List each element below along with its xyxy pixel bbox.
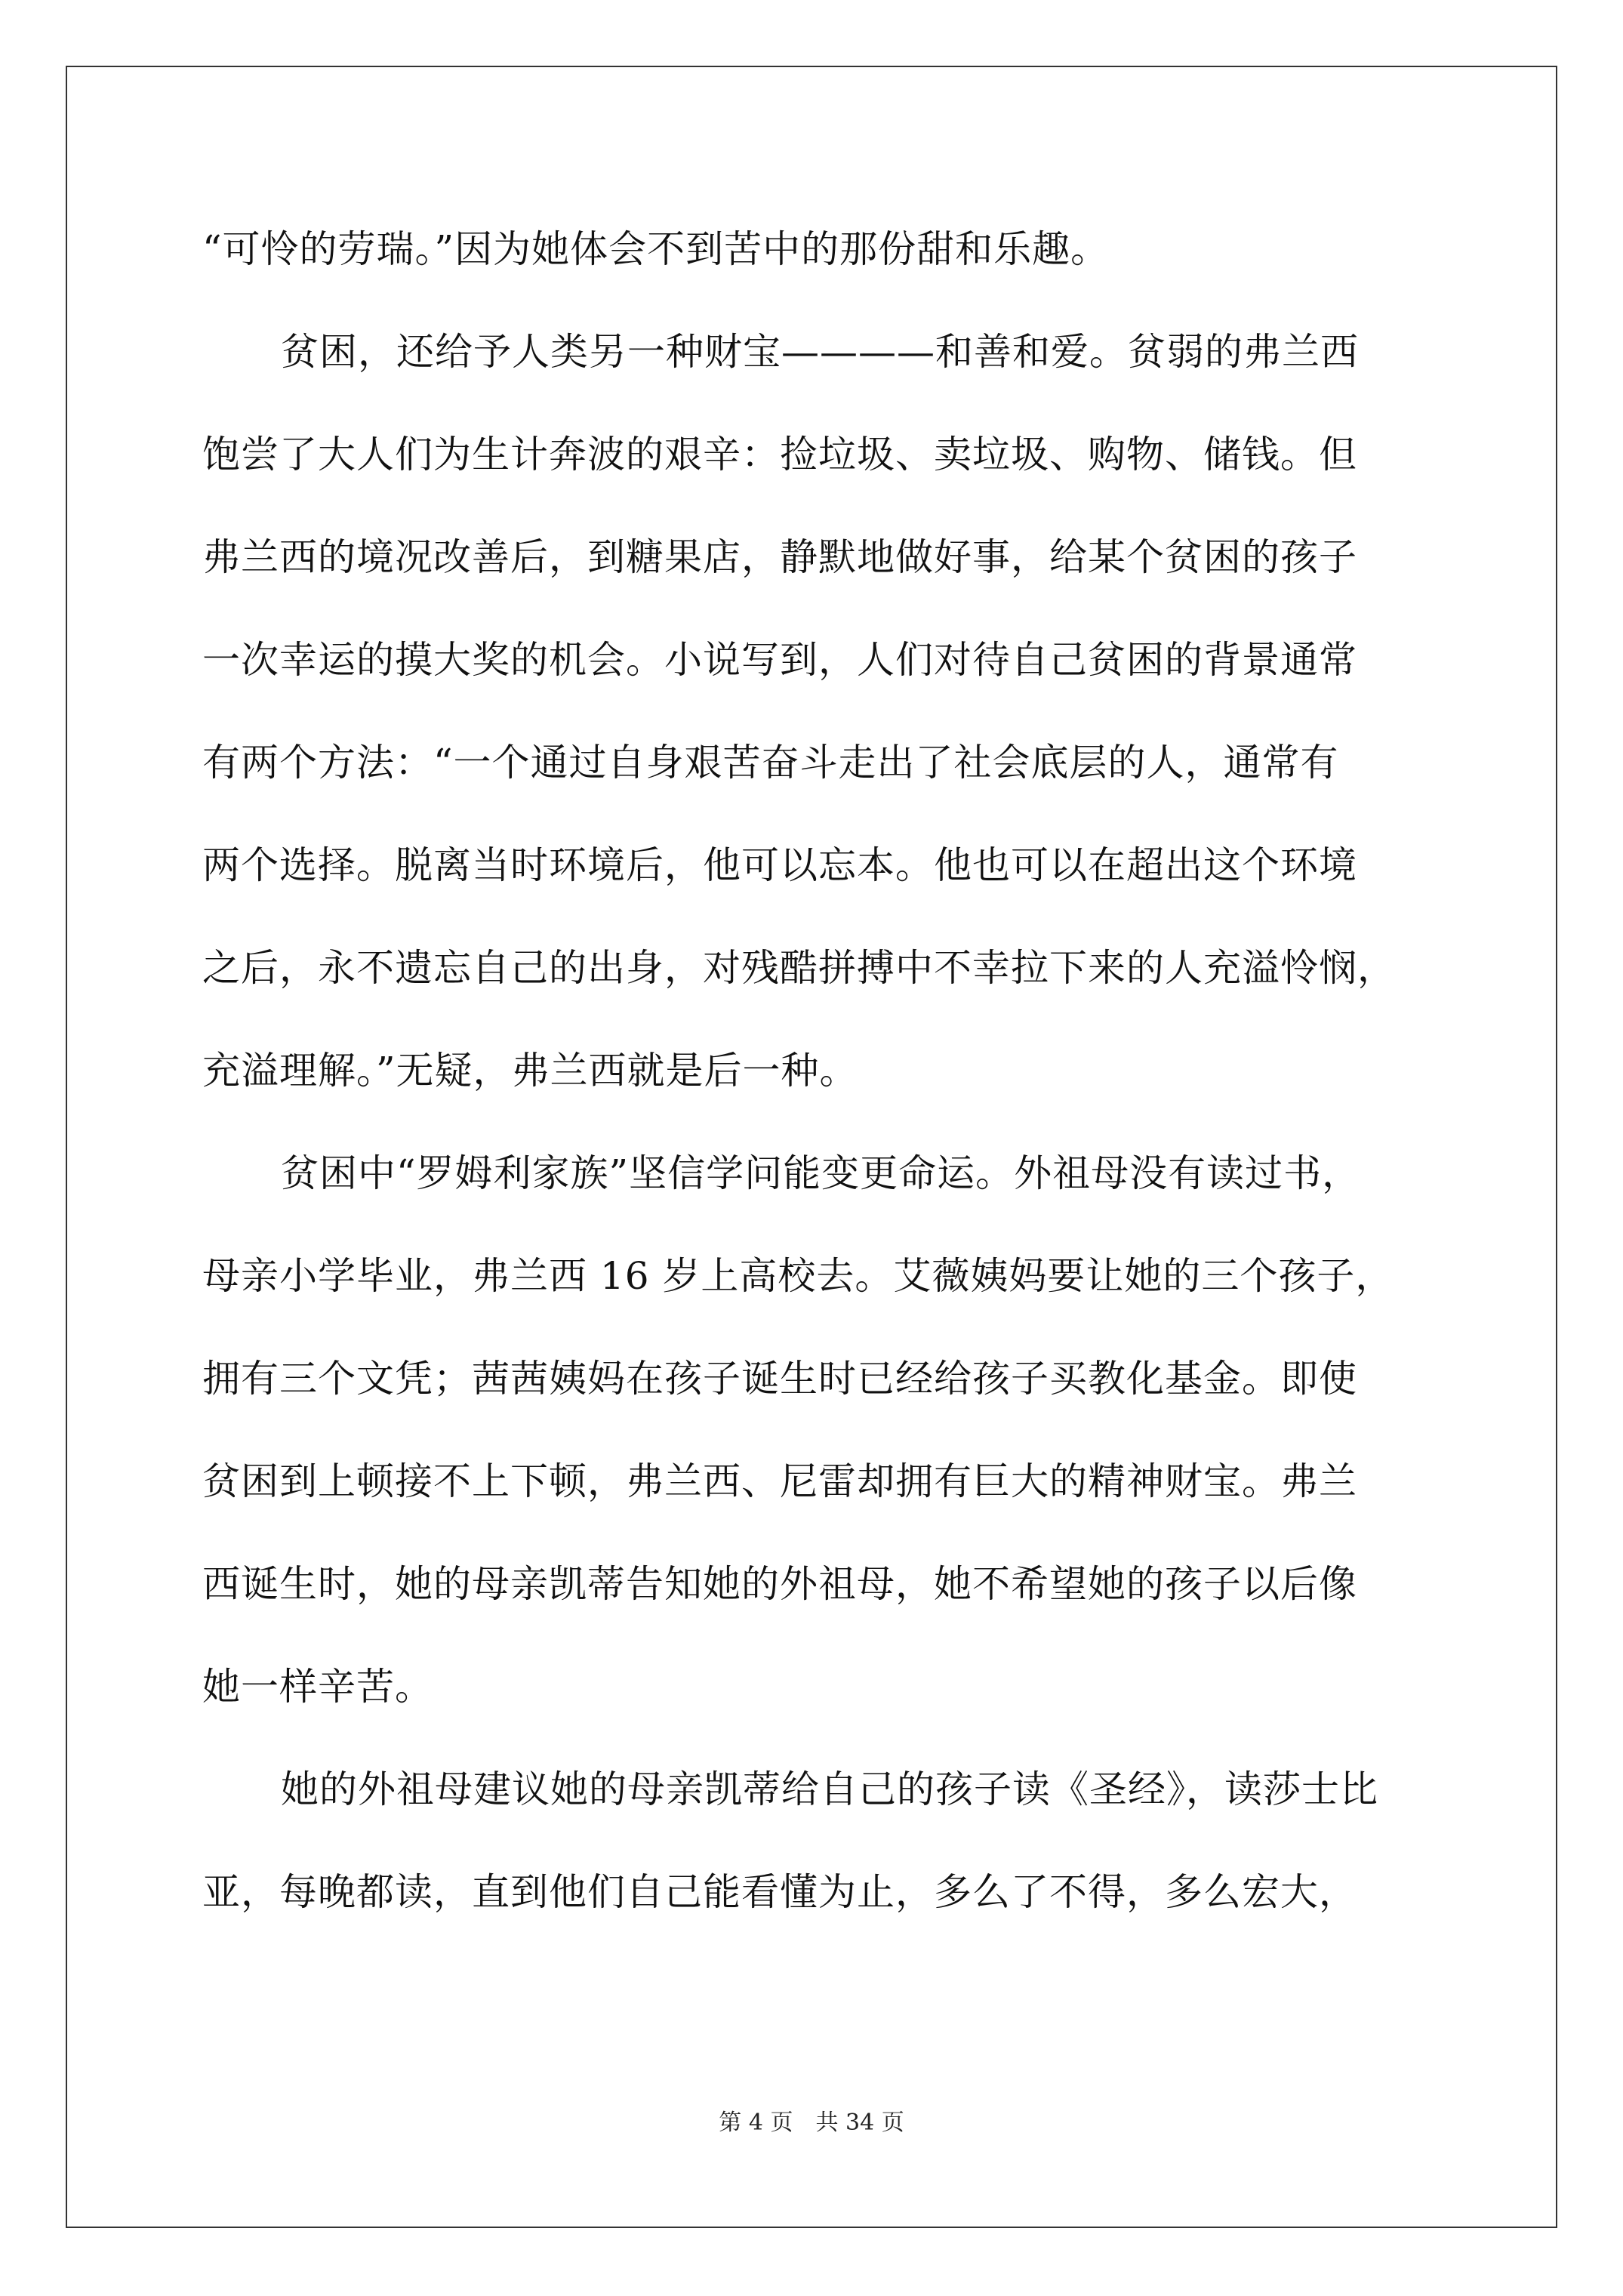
text-line: 充溢理解。”无疑，弗兰西就是后一种。 [202, 1049, 858, 1093]
text-line: 贫困中“罗姆利家族”坚信学问能变更命运。外祖母没有读过书， [281, 1151, 1361, 1195]
text-line: 弗兰西的境况改善后，到糖果店，静默地做好事，给某个贫困的孩子 [202, 535, 1357, 579]
text-line: 一次幸运的摸大奖的机会。小说写到，人们对待自己贫困的背景通常 [202, 638, 1357, 682]
text-line: 她一样辛苦。 [202, 1665, 433, 1709]
text-line: 之后，永不遗忘自己的出身，对残酷拼搏中不幸拉下来的人充溢怜悯， [202, 946, 1396, 990]
text-line: 拥有三个文凭；茜茜姨妈在孩子诞生时已经给孩子买教化基金。即使 [202, 1357, 1357, 1401]
text-line: 饱尝了大人们为生计奔波的艰辛：捡垃圾、卖垃圾、购物、储钱。但 [202, 433, 1357, 476]
text-line: 亚，每晚都读，直到他们自己能看懂为止，多么了不得，多么宏大， [202, 1870, 1357, 1914]
text-line: 有两个方法：“一个通过自身艰苦奋斗走出了社会底层的人，通常有 [202, 741, 1339, 784]
text-line: 两个选择。脱离当时环境后，他可以忘本。他也可以在超出这个环境 [202, 843, 1357, 887]
page-number-footer: 第 4 页 共 34 页 [719, 2110, 904, 2136]
text-line: 西诞生时，她的母亲凯蒂告知她的外祖母，她不希望她的孩子以后像 [202, 1562, 1357, 1606]
document-body [202, 198, 1440, 1943]
text-line: 贫困，还给予人类另一种财宝————和善和爱。贫弱的弗兰西 [281, 330, 1359, 374]
text-line: 她的外祖母建议她的母亲凯蒂给自己的孩子读《圣经》，读莎士比 [281, 1767, 1378, 1811]
text-line: “可怜的劳瑞。”因为她体会不到苦中的那份甜和乐趣。 [202, 227, 1110, 271]
text-line: 母亲小学毕业，弗兰西 16 岁上高校去。艾薇姨妈要让她的三个孩子， [202, 1254, 1394, 1298]
text-line: 贫困到上顿接不上下顿，弗兰西、尼雷却拥有巨大的精神财宝。弗兰 [202, 1459, 1357, 1503]
